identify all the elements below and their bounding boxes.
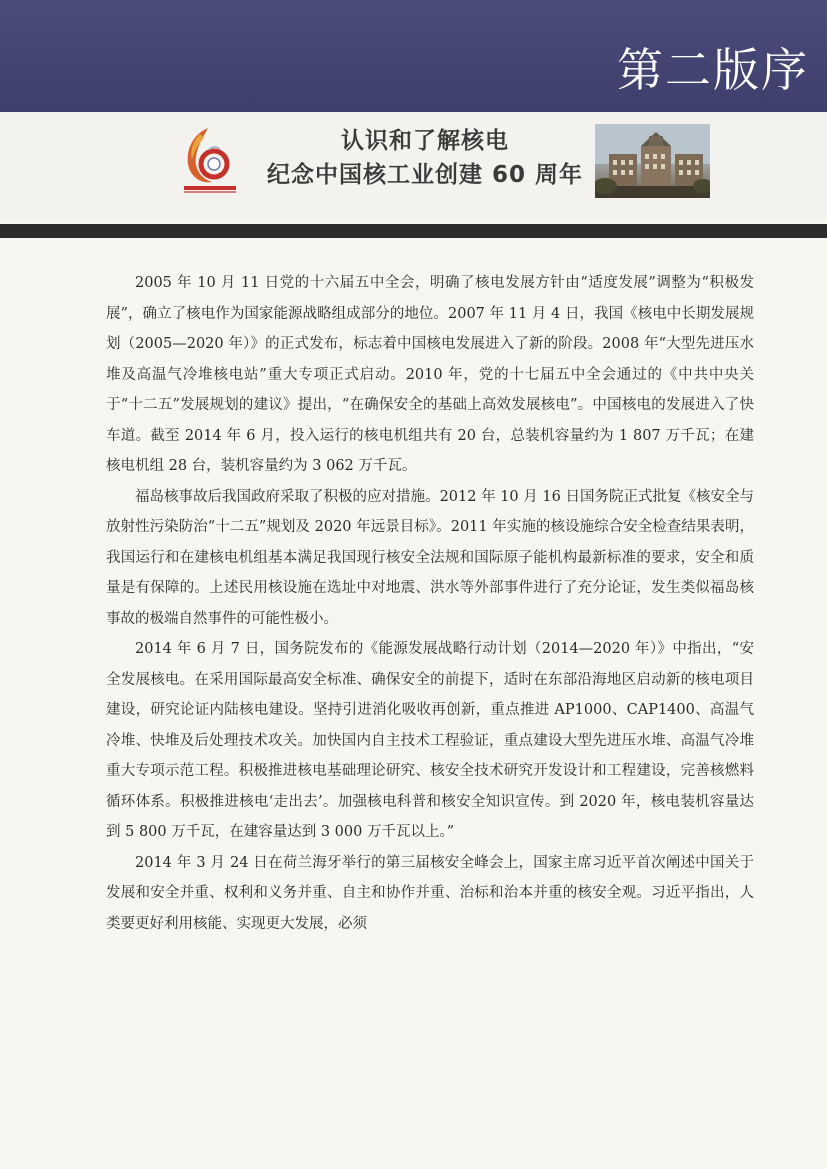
section-banner [0,0,827,112]
paragraph: 2014 年 6 月 7 日，国务院发布的《能源发展战略行动计划（2014—2020 年）》中指出，“安全发展核电。在采用国际最高安全标准、确保安全的前提下，适时在东部沿海地区启动新的核电项目建设，研究论证内陆核电建设。坚持引进消化吸收再创新，重点推进 AP1000、CAP1400、高温气冷堆、快堆及后处理技术攻关。加快国内自主技术工程验证，重点建设大型先进压水堆、高温气冷堆重大专项示范工程。积极推进核电基础理论研究、核安全技术研究开发设计和工程建设，完善核燃料循环体系。积极推进核电‘走出去’。加强核电科普和核安全知识宣传。到 2020 年，核电装机容量达到 5 800 万千瓦，在建容量达到 3 000 万千瓦以上。” [106,641,754,840]
cnnc-60-anniversary-logo-icon [178,124,242,196]
paragraph: 福岛核事故后我国政府采取了积极的应对措施。2012 年 10 月 16 日国务院正式批复《核安全与放射性污染防治“十二五”规划及 2020 年远景目标》。2011 年实施的核设施综合安全检查结果表明，我国运行和在建核电机组基本满足我国现行核安全法规和国际原子能机构最新标准的要求，安全和质量是有保障的。上述民用核设施在选址中对地震、洪水等外部事件进行了充分论证，发生类似福岛核事故的极端自然事件的可能性极小。 [106,488,754,627]
section-title: 第二版序 [617,43,809,97]
headline-line-1: 认识和了解核电 [341,128,509,154]
building-photo-icon [595,124,710,198]
paragraph: 2005 年 10 月 11 日党的十六届五中全会，明确了核电发展方针由“适度发展”调整为“积极发展”，确立了核电作为国家能源战略组成部分的地位。2007 年 11 月 4 日，我国《核电中长期发展规划（2005—2020 年）》的正式发布，标志着中国核电发展进入了新的阶段。2008 年“大型先进压水堆及高温气冷堆核电站”重大专项正式启动。2010 年，党的十七届五中全会通过的《中共中央关于“十二五”发展规划的建议》提出，“在确保安全的基础上高效发展核电”。中国核电的发展进入了快车道。截至 2014 年 6 月，投入运行的核电机组共有 20 台，总装机容量约为 1 807 万千瓦；在建核电机组 28 台，装机容量约为 3 062 万千瓦。 [106,275,754,474]
page-headline [255,124,595,192]
article-body [106,268,754,939]
header-divider [0,224,827,238]
paragraph: 2014 年 3 月 24 日在荷兰海牙举行的第三届核安全峰会上，国家主席习近平首次阐述中国关于发展和安全并重、权利和义务并重、自主和协作并重、治标和治本并重的核安全观。习近平指出，人类要更好利用核能、实现更大发展，必须 [106,854,754,932]
headline-line-2: 纪念中国核工业创建 60 周年 [266,162,584,188]
